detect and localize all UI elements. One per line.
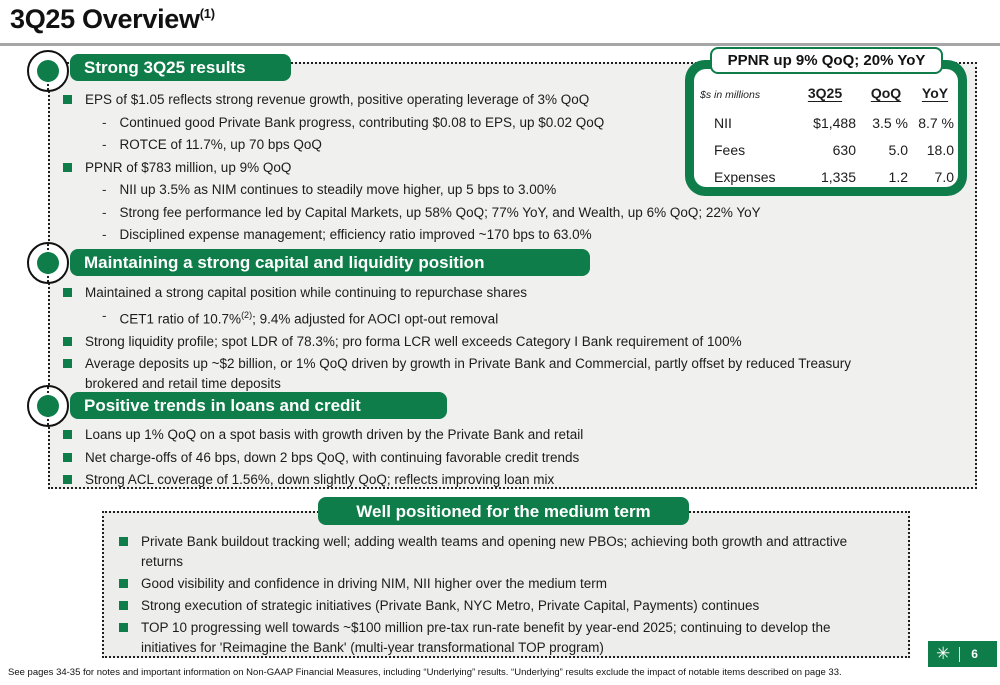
bullet-text: NII up 3.5% as NIM continues to steadily move higher, up 5 bps to 3.00% <box>119 182 557 197</box>
milestone-circle-3 <box>27 385 69 427</box>
bullet-item <box>62 283 907 303</box>
bullet-text: Average deposits up ~$2 billion, or 1% QoQ driven by growth in Private Bank and Commercial, partly offset by reduced Treasury brokered and retail time deposits <box>85 356 852 391</box>
dash-bullet-icon <box>102 180 107 200</box>
bullet-text: EPS of $1.05 reflects strong revenue growth, positive operating leverage of 3% QoQ <box>85 92 590 107</box>
footnote-text: See pages 34-35 for notes and important information on Non-GAAP Financial Measures, including “Underlying” results. “Underlying” results exclude the impact of notable items described on page 33. <box>8 667 842 678</box>
section-header-results: Strong 3Q25 results <box>70 54 291 81</box>
square-bullet-icon <box>63 430 72 439</box>
bullet-text: ROTCE of 11.7%, up 70 bps QoQ <box>119 137 322 152</box>
square-bullet-icon <box>119 623 128 632</box>
title-divider-rule <box>0 43 1000 46</box>
square-bullet-icon <box>63 453 72 462</box>
bullet-text: Private Bank buildout tracking well; adding wealth teams and opening new PBOs; achieving both growth and attractive returns <box>141 534 848 569</box>
bullet-text: Strong liquidity profile; spot LDR of 78.3%; pro forma LCR well exceeds Category I Bank requirement of 100% <box>85 333 742 349</box>
bullet-item <box>118 618 893 658</box>
square-bullet-icon <box>63 475 72 484</box>
ppnr-cell: 1.2 <box>888 169 908 185</box>
dash-bullet-icon <box>102 225 107 245</box>
logo-divider <box>959 647 960 662</box>
square-bullet-icon <box>63 359 72 368</box>
citizens-pinwheel-icon: ✳ <box>936 644 951 663</box>
ppnr-cell: 5.0 <box>888 142 908 158</box>
ppnr-callout-label: PPNR up 9% QoQ; 20% YoY <box>710 47 943 74</box>
bullet-text: PPNR of $783 million, up 9% QoQ <box>85 159 292 175</box>
square-bullet-icon <box>119 601 128 610</box>
square-bullet-icon <box>119 537 128 546</box>
bullet-text-part: ; 9.4% adjusted for AOCI opt-out removal <box>252 311 499 326</box>
footnote-superscript: (2) <box>241 309 253 320</box>
ppnr-cell: $1,488 <box>813 115 856 131</box>
square-bullet-icon <box>63 288 72 297</box>
bullet-item <box>118 574 893 594</box>
bullet-item <box>62 354 907 393</box>
section-header-medium-term: Well positioned for the medium term <box>318 497 689 525</box>
bullet-text: Maintained a strong capital position while continuing to repurchase shares <box>85 285 528 300</box>
bullet-text: Strong fee performance led by Capital Markets, up 58% QoQ; 77% YoY, and Wealth, up 6% QoQ; 22% YoY <box>119 204 761 220</box>
bullet-item <box>118 532 893 572</box>
milestone-dot-icon <box>37 60 59 82</box>
bullet-text: Loans up 1% QoQ on a spot basis with growth driven by the Private Bank and retail <box>85 427 584 442</box>
bullet-text <box>120 306 499 329</box>
square-bullet-icon <box>63 163 72 172</box>
bullet-text: Net charge-offs of 46 bps, down 2 bps QoQ, with continuing favorable credit trends <box>85 449 580 465</box>
ppnr-cell: 630 <box>832 142 856 158</box>
dash-bullet-icon <box>102 306 107 326</box>
square-bullet-icon <box>119 579 128 588</box>
square-bullet-icon <box>63 95 72 104</box>
bullet-text: Strong ACL coverage of 1.56%, down slightly QoQ; reflects improving loan mix <box>85 472 555 487</box>
page-number: 6 <box>971 647 978 661</box>
bullet-text: TOP 10 progressing well towards ~$100 million pre-tax run-rate benefit by year-end 2025; continuing to develop the initiatives for 'Reimagine the Bank' (multi-year transformational TOP program) <box>141 620 831 655</box>
bullet-text: Strong execution of strategic initiatives (Private Bank, NYC Metro, Private Capital, Payments) continues <box>141 598 760 613</box>
dash-bullet-icon <box>102 203 107 223</box>
bullet-text: Good visibility and confidence in driving NIM, NII higher over the medium term <box>141 576 607 591</box>
ppnr-cell: 3.5 % <box>872 115 908 131</box>
bullet-text-part: CET1 ratio of 10.7% <box>119 311 242 326</box>
ppnr-row-label: NII <box>714 115 732 131</box>
ppnr-row-label: Expenses <box>714 169 776 185</box>
ppnr-cell: 18.0 <box>926 142 954 158</box>
dash-bullet-icon <box>102 113 107 133</box>
square-bullet-icon <box>63 337 72 346</box>
section-header-loans-credit: Positive trends in loans and credit <box>70 392 447 419</box>
bullet-list-capital-liquidity <box>62 283 907 396</box>
bullet-item <box>62 225 907 245</box>
page-title <box>10 4 215 35</box>
bullet-item <box>62 203 907 223</box>
section-header-capital-liquidity: Maintaining a strong capital and liquidity position <box>70 249 590 276</box>
milestone-dot-icon <box>37 395 59 417</box>
bullet-item <box>118 596 893 616</box>
bullet-item <box>62 332 907 352</box>
bullet-list-loans-credit <box>62 425 907 493</box>
ppnr-col-header: 3Q25 <box>807 85 843 101</box>
title-footnote-superscript: (1) <box>199 6 215 21</box>
bullet-list-medium-term <box>118 532 893 660</box>
dash-bullet-icon <box>102 135 107 155</box>
ppnr-cell: 7.0 <box>934 169 954 185</box>
ppnr-col-header: QoQ <box>870 85 902 101</box>
ppnr-cell: 1,335 <box>820 169 856 185</box>
page-title-text: 3Q25 Overview <box>10 4 200 34</box>
bullet-item <box>62 425 907 445</box>
citizens-logo-badge <box>928 641 997 667</box>
ppnr-row-label: Fees <box>714 142 746 158</box>
bullet-text: Disciplined expense management; efficiency ratio improved ~170 bps to 63.0% <box>119 227 592 242</box>
milestone-circle-2 <box>27 242 69 284</box>
bullet-item <box>62 448 907 468</box>
ppnr-cell: 8.7 % <box>918 115 954 131</box>
ppnr-table <box>700 85 958 192</box>
milestone-circle-1 <box>27 50 69 92</box>
bullet-item <box>62 306 907 329</box>
ppnr-col-header: YoY <box>921 85 949 101</box>
milestone-dot-icon <box>37 252 59 274</box>
bullet-item <box>62 470 907 490</box>
ppnr-units-note: $s in millions <box>700 89 761 101</box>
bullet-text: Continued good Private Bank progress, contributing $0.08 to EPS, up $0.02 QoQ <box>119 114 605 130</box>
